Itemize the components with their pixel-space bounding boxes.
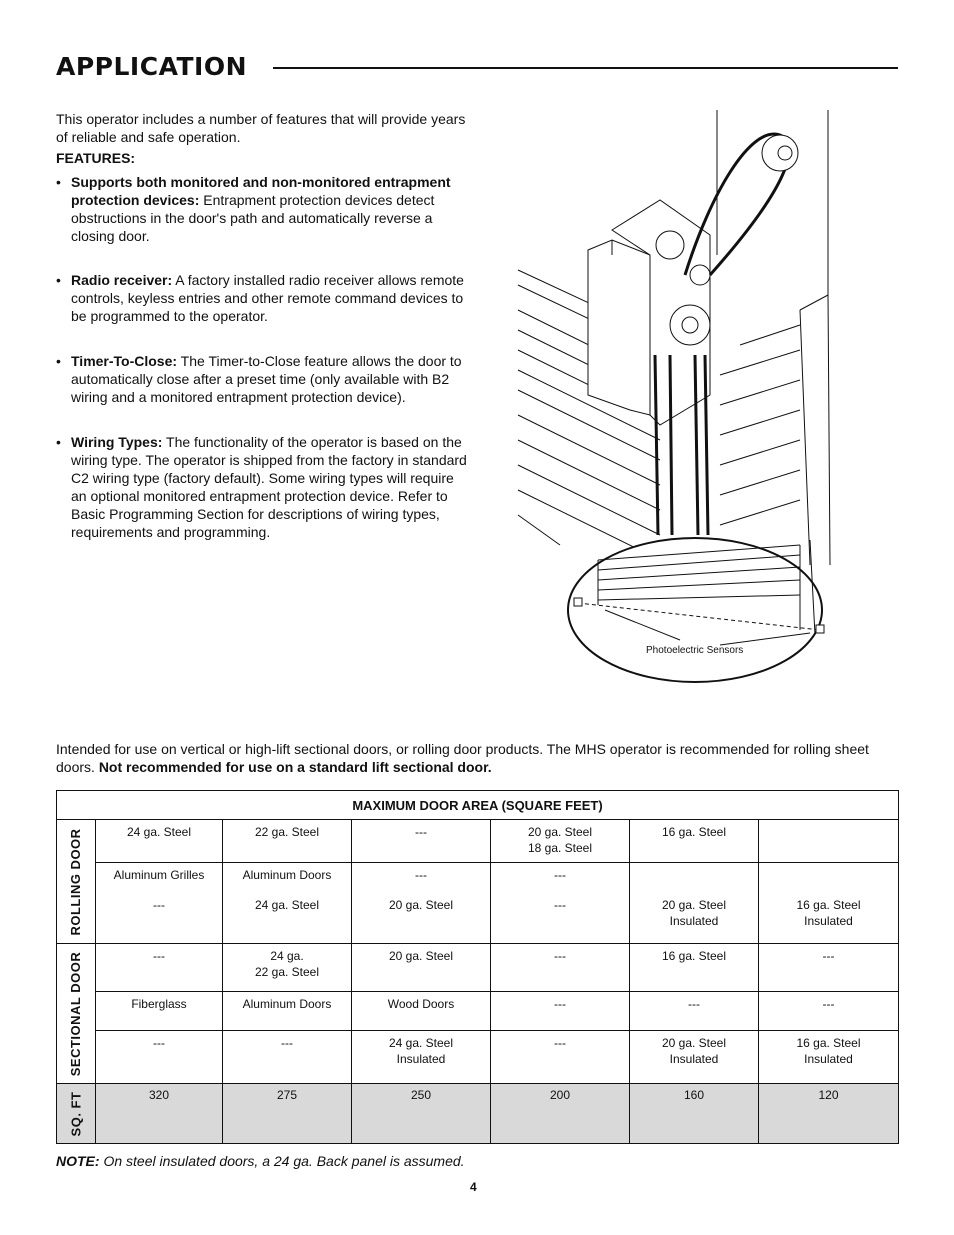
page-number: 4 bbox=[470, 1180, 477, 1194]
door-area-table bbox=[56, 790, 899, 1144]
note-text: On steel insulated doors, a 24 ga. Back panel is assumed. bbox=[99, 1153, 465, 1169]
table-cell: --- bbox=[491, 944, 630, 992]
usage-text: Intended for use on vertical or high-lift sectional doors, or rolling door products. The MHS operator is recommended for rolling sheet doors. bbox=[56, 741, 869, 775]
feature-title: Timer-To-Close: bbox=[71, 353, 178, 369]
intro-paragraph: This operator includes a number of features that will provide years of reliable and safe operation. bbox=[56, 111, 466, 145]
table-cell: 20 ga. Steel Insulated bbox=[630, 863, 759, 944]
footnote bbox=[56, 1153, 465, 1169]
feature-title: Wiring Types: bbox=[71, 434, 163, 450]
sqft-label: SQ. FT bbox=[57, 1084, 96, 1144]
usage-paragraph bbox=[56, 740, 896, 776]
table-header: MAXIMUM DOOR AREA (SQUARE FEET) bbox=[57, 791, 899, 820]
table-row bbox=[57, 863, 899, 944]
table-cell: Fiberglass bbox=[96, 992, 223, 1031]
table-row bbox=[57, 944, 899, 992]
feature-text: The Timer-to-Close feature allows the door to automatically close after a preset time (only available with B2 wiring and a monitored entrapment protection device). bbox=[71, 353, 462, 405]
sensor-magnifier bbox=[568, 538, 824, 682]
page-heading: APPLICATION bbox=[56, 52, 248, 81]
feature-title: Radio receiver: bbox=[71, 272, 173, 288]
table-cell: 250 bbox=[352, 1084, 491, 1144]
table-cell: 16 ga. Steel Insulated bbox=[759, 863, 899, 944]
table-cell: 200 bbox=[491, 1084, 630, 1144]
table-cell: Aluminum Doors bbox=[223, 992, 352, 1031]
table-cell: 20 ga. Steel Insulated bbox=[630, 1031, 759, 1084]
table-cell: --- bbox=[491, 992, 630, 1031]
note-label: NOTE: bbox=[56, 1153, 100, 1169]
bullet: • bbox=[56, 174, 61, 190]
usage-warning: Not recommended for use on a standard lift sectional door. bbox=[98, 759, 492, 775]
table-cell: 16 ga. Steel bbox=[630, 820, 759, 863]
table-cell: 16 ga. Steel bbox=[630, 944, 759, 992]
feature-item-radio bbox=[56, 271, 470, 325]
table-cell: --- bbox=[759, 944, 899, 992]
table-cell: 22 ga. Steel bbox=[223, 820, 352, 863]
table-row-sqft bbox=[57, 1084, 899, 1144]
heading-rule bbox=[273, 67, 898, 69]
table-cell: --- bbox=[223, 1031, 352, 1084]
table-cell: 160 bbox=[630, 1084, 759, 1144]
table-cell: Wood Doors bbox=[352, 992, 491, 1031]
bullet: • bbox=[56, 434, 61, 450]
rolling-door-label: ROLLING DOOR bbox=[57, 820, 96, 944]
table-cell: 120 bbox=[759, 1084, 899, 1144]
table-cell: 24 ga. Steel Insulated bbox=[352, 1031, 491, 1084]
table-cell: 275 bbox=[223, 1084, 352, 1144]
table-cell: 24 ga. 22 ga. Steel bbox=[223, 944, 352, 992]
feature-text: A factory installed radio receiver allows remote controls, keyless entries and other remote command devices to be programmed to the operator. bbox=[71, 272, 464, 324]
feature-title: Supports both monitored and non-monitored entrapment protection devices: bbox=[71, 174, 451, 208]
feature-item-wiring bbox=[56, 433, 470, 541]
table-cell: 320 bbox=[96, 1084, 223, 1144]
table-cell: --- bbox=[491, 1031, 630, 1084]
operator-housing bbox=[588, 200, 710, 425]
feature-text: Entrapment protection devices detect obstructions in the door's path and automatically reverse a closing door. bbox=[71, 192, 435, 244]
table-cell: Aluminum Grilles --- bbox=[96, 863, 223, 944]
table-cell: 16 ga. Steel Insulated bbox=[759, 1031, 899, 1084]
table-cell: Aluminum Doors 24 ga. Steel bbox=[223, 863, 352, 944]
bullet: • bbox=[56, 272, 61, 288]
table-cell: --- bbox=[96, 1031, 223, 1084]
table-cell: 20 ga. Steel 18 ga. Steel bbox=[491, 820, 630, 863]
features-label: FEATURES: bbox=[56, 150, 136, 166]
table-cell: --- bbox=[630, 992, 759, 1031]
table-cell: --- --- bbox=[491, 863, 630, 944]
table-row bbox=[57, 992, 899, 1031]
table-row bbox=[57, 820, 899, 863]
table-cell: --- bbox=[759, 992, 899, 1031]
table-cell: --- 20 ga. Steel bbox=[352, 863, 491, 944]
photoelectric-sensors-label: Photoelectric Sensors bbox=[646, 645, 744, 656]
operator-illustration bbox=[510, 105, 850, 685]
table-cell: --- bbox=[96, 944, 223, 992]
feature-item-entrapment bbox=[56, 173, 470, 245]
table-row bbox=[57, 1031, 899, 1084]
feature-item-timer bbox=[56, 352, 470, 406]
sectional-door-label: SECTIONAL DOOR bbox=[57, 944, 96, 1084]
table-cell: 20 ga. Steel bbox=[352, 944, 491, 992]
table-cell bbox=[759, 820, 899, 863]
feature-text: The functionality of the operator is based on the wiring type. The operator is shipped from the factory in standard C2 wiring type (factory default). Some wiring types will require an optional monitored entrapment protection device. Refer to Basic Programming Section for descriptions of wiring types, requirements and programming. bbox=[71, 434, 467, 540]
table-cell: 24 ga. Steel bbox=[96, 820, 223, 863]
bullet: • bbox=[56, 353, 61, 369]
table-cell: --- bbox=[352, 820, 491, 863]
